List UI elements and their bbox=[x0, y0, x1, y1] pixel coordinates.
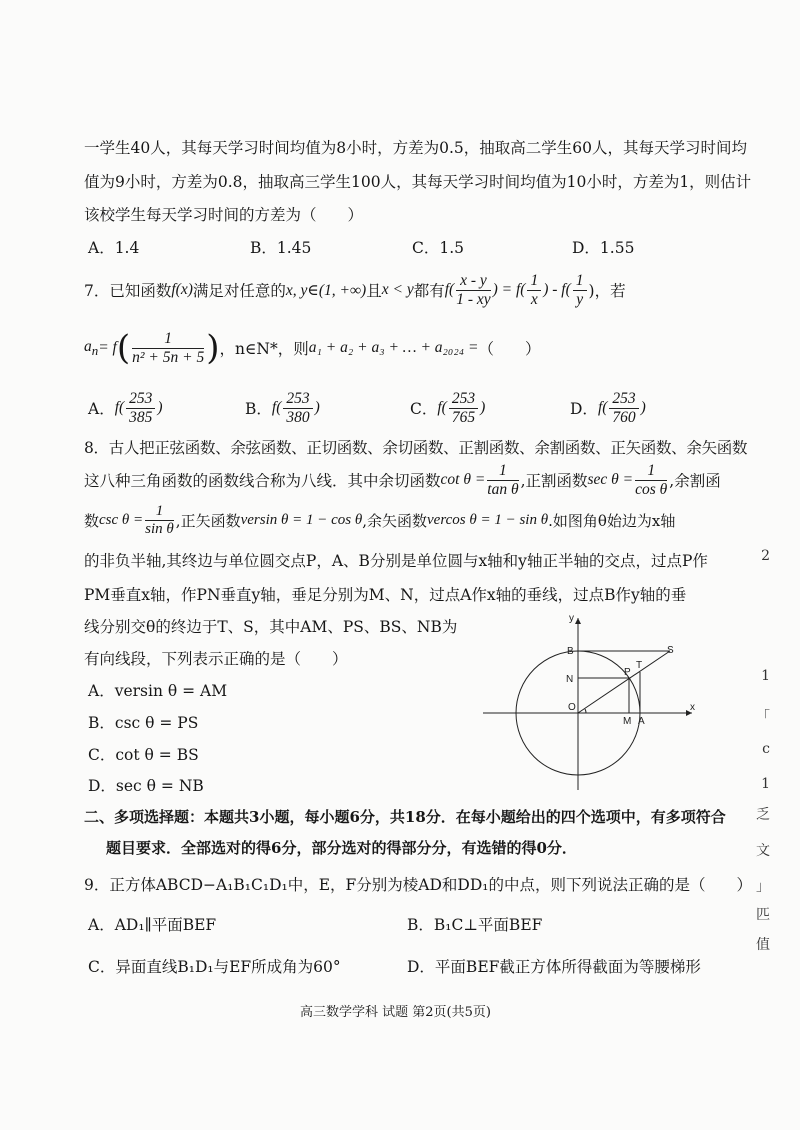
q7-line1 bbox=[84, 272, 626, 309]
q8-line7: 有向线段，下列表示正确的是（ ） bbox=[84, 650, 348, 668]
q7-text-k: )，若 bbox=[588, 282, 626, 301]
q9-option-d: D．平面BEF截正方体所得截面为等腰梯形 bbox=[407, 958, 701, 976]
q7-frac-x bbox=[527, 272, 541, 309]
q9-option-a: A．AD₁∥平面BEF bbox=[88, 916, 217, 934]
q7-option-a bbox=[88, 390, 163, 427]
label-o: O bbox=[568, 702, 576, 713]
q7-frac-y-num: 1 bbox=[573, 272, 587, 291]
label-s: S bbox=[667, 645, 674, 656]
q6-line1: 一学生40人，其每天学习时间均值为8小时，方差为0.5，抽取高二学生60人，其每天学习时间均 bbox=[84, 139, 747, 157]
q8-csc-frac-den: sin θ bbox=[145, 521, 174, 538]
q7-text-e: 且 bbox=[366, 282, 382, 301]
q6-option-a: A．1.4 bbox=[88, 239, 140, 257]
q9-option-b: B．B₁C⊥平面BEF bbox=[407, 916, 543, 934]
q7-option-a-num: 253 bbox=[126, 390, 155, 409]
q8-csc-frac-num: 1 bbox=[145, 503, 174, 521]
label-b: B bbox=[567, 646, 574, 657]
q7-option-b-num: 253 bbox=[283, 390, 312, 409]
q8-versin: versin θ = 1 − cos θ bbox=[240, 512, 363, 529]
q7-frac-xy bbox=[456, 272, 490, 309]
q7-option-b-frac bbox=[283, 390, 312, 427]
q7-text-c2: ，n∈N*，则 bbox=[219, 340, 309, 359]
q7-paren-right: ) bbox=[206, 328, 220, 369]
page-footer: 高三数学学科 试题 第2页(共5页) bbox=[300, 1005, 491, 1020]
q8-line3-g: .如图角θ始边为x轴 bbox=[548, 512, 676, 531]
q7-answer-paren: （ ） bbox=[478, 340, 541, 359]
edge-mark-10: 值 bbox=[756, 937, 770, 953]
q8-csc: csc θ = bbox=[99, 512, 144, 529]
edge-mark-2: 1 bbox=[761, 668, 770, 684]
q7-option-c-f: f( bbox=[437, 399, 447, 417]
q8-line3-c: ,正矢函数 bbox=[175, 512, 241, 531]
q8-sec: sec θ = bbox=[587, 471, 634, 489]
q7-text-g: 都有 bbox=[413, 282, 445, 301]
q8-option-c: C．cot θ = BS bbox=[88, 746, 199, 764]
q7-option-a-frac bbox=[126, 390, 155, 427]
label-m: M bbox=[623, 716, 632, 727]
q8-line3 bbox=[84, 503, 675, 539]
edge-mark-1: 2 bbox=[761, 548, 770, 564]
label-a: A bbox=[638, 716, 645, 727]
q6-option-c: C．1.5 bbox=[412, 239, 465, 257]
q7-frac-an-num: 1 bbox=[132, 330, 204, 349]
q9-option-c: C．异面直线B₁D₁与EF所成角为60° bbox=[88, 958, 341, 976]
q7-eq: ) = f( bbox=[492, 281, 526, 299]
q7-option-a-close: ) bbox=[157, 399, 163, 417]
q8-cot-frac-den: tan θ bbox=[487, 480, 519, 498]
q7-option-a-f: f( bbox=[114, 399, 125, 417]
q7-frac-an-den: n² + 5n + 5 bbox=[132, 348, 205, 366]
q7-option-d-den: 760 bbox=[612, 408, 636, 426]
q7-text-c: 满足对任意的 bbox=[192, 282, 286, 301]
q7-option-d-label: D． bbox=[570, 400, 598, 419]
terminal-side bbox=[578, 651, 670, 713]
section2-line2: 题目要求．全部选对的得6分，部分选对的得部分分，有选错的得0分． bbox=[106, 839, 577, 857]
q8-line3-e: ,余矢函数 bbox=[362, 512, 427, 531]
q8-option-a: A．versin θ = AM bbox=[88, 682, 228, 700]
section2-line1: 二、多项选择题：本题共3小题，每小题6分，共18分．在每小题给出的四个选项中，有多项符合 bbox=[84, 808, 726, 826]
edge-mark-6: 乏 bbox=[756, 807, 770, 823]
q7-frac-x-num: 1 bbox=[527, 272, 541, 291]
q8-vercos: vercos θ = 1 − sin θ bbox=[427, 512, 549, 529]
q7-paren-left: ( bbox=[116, 328, 131, 369]
q7-domain: x, y∈(1, +∞) bbox=[285, 281, 367, 299]
edge-mark-4: c bbox=[762, 741, 770, 757]
q8-sec-frac bbox=[635, 462, 667, 499]
q7-frac-y-den: y bbox=[576, 290, 584, 308]
q7-option-c-label: C． bbox=[410, 400, 438, 419]
q8-line2 bbox=[84, 462, 721, 499]
q8-line6: 线分别交θ的终边于T、S，其中AM、PS、BS、NB为 bbox=[84, 618, 458, 636]
q7-an-eq: = f bbox=[98, 339, 117, 357]
q7-line2 bbox=[84, 330, 540, 367]
q8-cot: cot θ = bbox=[440, 471, 486, 489]
q8-line2-c: ,正割函数 bbox=[520, 472, 588, 491]
q7-option-d bbox=[570, 390, 646, 427]
q8-csc-frac bbox=[145, 503, 174, 539]
q7-frac-an bbox=[132, 330, 204, 367]
edge-mark-9: 匹 bbox=[756, 907, 770, 923]
q7-f-open: f( bbox=[444, 281, 455, 299]
q8-line3-a: 数 bbox=[84, 512, 100, 531]
q7-option-b-label: B． bbox=[245, 400, 272, 419]
label-n: N bbox=[566, 674, 574, 685]
q7-option-c bbox=[410, 390, 485, 427]
q8-line2-a: 这八种三角函数的函数线合称为八线．其中余切函数 bbox=[84, 472, 441, 491]
q8-line1: 8．古人把正弦函数、余弦函数、正切函数、余切函数、正割函数、余割函数、正矢函数、余矢函数 bbox=[84, 439, 748, 457]
q8-cot-frac bbox=[487, 462, 518, 499]
label-p: P bbox=[624, 667, 631, 678]
q8-line5: PM垂直x轴，作PN垂直y轴，垂足分别为M、N，过点A作x轴的垂线，过点B作y轴的垂 bbox=[84, 586, 687, 604]
q7-sum: a₁ + a₂ + a₃ + … + a₂₀₂₄ = bbox=[308, 339, 479, 357]
label-x: x bbox=[690, 702, 695, 713]
unit-circle-figure bbox=[478, 612, 700, 794]
q7-minus: ) - f( bbox=[543, 281, 571, 299]
label-t: T bbox=[636, 660, 643, 671]
label-y: y bbox=[569, 613, 574, 624]
q7-option-b-f: f( bbox=[271, 399, 282, 417]
edge-mark-8: 」 bbox=[756, 879, 770, 895]
q7-option-d-close: ) bbox=[640, 399, 646, 417]
q6-line2: 值为9小时，方差为0.8，抽取高三学生100人，其每天学习时间均值为10小时，方差为1，则估计 bbox=[84, 173, 752, 191]
q7-option-a-den: 385 bbox=[129, 408, 153, 426]
q7-option-d-f: f( bbox=[597, 399, 608, 417]
q8-cot-frac-num: 1 bbox=[487, 462, 518, 481]
q6-option-d: D．1.55 bbox=[572, 239, 635, 257]
q8-sec-frac-num: 1 bbox=[635, 462, 667, 481]
q7-option-d-frac bbox=[609, 390, 638, 427]
q6-line3: 该校学生每天学习时间的方差为（ ） bbox=[84, 206, 364, 224]
q7-an-a: a bbox=[84, 337, 92, 355]
q7-option-d-num: 253 bbox=[609, 390, 638, 409]
q9-stem: 9．正方体ABCD−A₁B₁C₁D₁中，E，F分别为棱AD和DD₁的中点，则下列说法正确的是（ ） bbox=[84, 876, 752, 894]
q7-option-b bbox=[245, 390, 320, 427]
q8-line2-e: ,余割函 bbox=[669, 472, 721, 491]
q8-line4: 的非负半轴,其终边与单位圆交点P，A、B分别是单位圆与x轴和y轴正半轴的交点，过点P作 bbox=[84, 552, 708, 570]
q7-frac-y bbox=[573, 272, 587, 309]
q7-condition: x < y bbox=[381, 281, 414, 299]
q8-option-b: B．csc θ = PS bbox=[88, 714, 199, 732]
edge-mark-7: 文 bbox=[756, 843, 770, 859]
edge-mark-5: 1 bbox=[761, 776, 770, 792]
q7-option-c-close: ) bbox=[480, 399, 486, 417]
q7-frac-x-den: x bbox=[530, 290, 538, 308]
edge-mark-3: 「 bbox=[756, 709, 770, 725]
q7-frac-xy-den: 1 - xy bbox=[456, 290, 491, 308]
q7-an-sub: n bbox=[91, 342, 99, 358]
q7-fx: f(x) bbox=[171, 281, 193, 299]
angle-arc bbox=[585, 709, 586, 713]
q7-an bbox=[84, 338, 98, 359]
q8-option-d: D．sec θ = NB bbox=[88, 777, 204, 795]
q7-frac-xy-num: x - y bbox=[456, 272, 490, 291]
q8-sec-frac-den: cos θ bbox=[635, 480, 668, 498]
q7-option-b-close: ) bbox=[314, 399, 320, 417]
q7-option-a-label: A． bbox=[88, 400, 115, 419]
q7-option-c-num: 253 bbox=[449, 390, 478, 409]
q6-option-b: B．1.45 bbox=[250, 239, 312, 257]
q7-text-a: 7．已知函数 bbox=[84, 282, 172, 301]
q7-option-b-den: 380 bbox=[286, 408, 310, 426]
q7-option-c-frac bbox=[449, 390, 478, 427]
q7-option-c-den: 765 bbox=[451, 408, 476, 426]
